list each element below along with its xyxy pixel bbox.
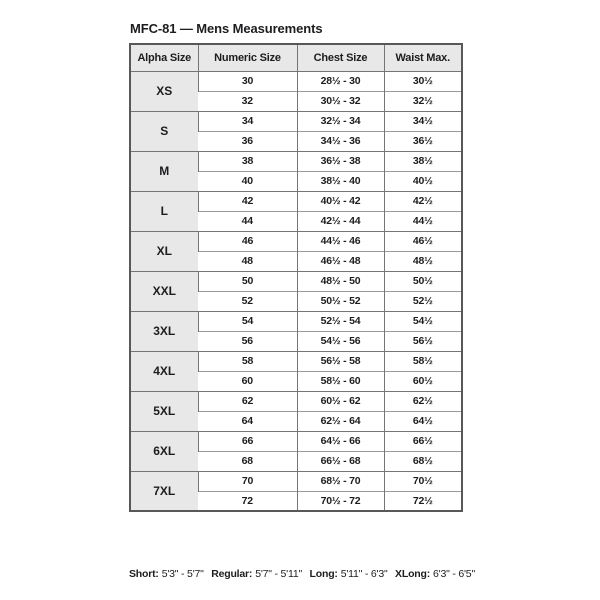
chest-size-cell: 60½ - 62 <box>297 391 384 411</box>
table-row <box>130 151 462 171</box>
alpha-size-cell: 5XL <box>130 391 198 431</box>
chest-size-cell: 50½ - 52 <box>297 291 384 311</box>
alpha-size-cell: XXL <box>130 271 198 311</box>
waist-size-cell: 68½ <box>384 451 462 471</box>
table-row <box>130 191 462 211</box>
legend-value: 5'3" - 5'7" <box>161 568 204 580</box>
chest-size-cell: 70½ - 72 <box>297 491 384 511</box>
waist-size-cell: 40½ <box>384 171 462 191</box>
numeric-size-cell: 68 <box>198 451 297 471</box>
table-row <box>130 351 462 371</box>
chest-size-cell: 36½ - 38 <box>297 151 384 171</box>
alpha-size-cell: XS <box>130 71 198 111</box>
header-row <box>130 44 462 71</box>
chest-size-cell: 58½ - 60 <box>297 371 384 391</box>
alpha-size-cell: M <box>130 151 198 191</box>
height-legend-item <box>395 568 475 580</box>
numeric-size-cell: 56 <box>198 331 297 351</box>
waist-size-cell: 38½ <box>384 151 462 171</box>
chest-size-cell: 52½ - 54 <box>297 311 384 331</box>
waist-size-cell: 46½ <box>384 231 462 251</box>
numeric-size-cell: 40 <box>198 171 297 191</box>
numeric-size-cell: 36 <box>198 131 297 151</box>
numeric-size-cell: 48 <box>198 251 297 271</box>
chest-size-cell: 54½ - 56 <box>297 331 384 351</box>
waist-size-cell: 44½ <box>384 211 462 231</box>
table-row <box>130 431 462 451</box>
numeric-size-cell: 72 <box>198 491 297 511</box>
waist-size-cell: 60½ <box>384 371 462 391</box>
chest-size-cell: 42½ - 44 <box>297 211 384 231</box>
chest-size-cell: 44½ - 46 <box>297 231 384 251</box>
waist-size-cell: 62½ <box>384 391 462 411</box>
numeric-size-cell: 50 <box>198 271 297 291</box>
legend-label: Short: <box>129 568 159 580</box>
numeric-size-cell: 46 <box>198 231 297 251</box>
legend-label: Regular: <box>211 568 253 580</box>
numeric-size-cell: 34 <box>198 111 297 131</box>
table-row <box>130 111 462 131</box>
alpha-size-cell: S <box>130 111 198 151</box>
column-header-chest-size: Chest Size <box>297 44 384 71</box>
chest-size-cell: 62½ - 64 <box>297 411 384 431</box>
legend-value: 5'7" - 5'11" <box>255 568 303 580</box>
table-header <box>130 44 462 71</box>
waist-size-cell: 56½ <box>384 331 462 351</box>
table-row <box>130 391 462 411</box>
legend-value: 6'3" - 6'5" <box>433 568 475 580</box>
waist-size-cell: 72½ <box>384 491 462 511</box>
numeric-size-cell: 32 <box>198 91 297 111</box>
column-header-numeric-size: Numeric Size <box>198 44 297 71</box>
waist-size-cell: 66½ <box>384 431 462 451</box>
alpha-size-cell: 4XL <box>130 351 198 391</box>
numeric-size-cell: 58 <box>198 351 297 371</box>
table-row <box>130 231 462 251</box>
chest-size-cell: 40½ - 42 <box>297 191 384 211</box>
height-legend-item <box>129 568 204 580</box>
numeric-size-cell: 54 <box>198 311 297 331</box>
numeric-size-cell: 38 <box>198 151 297 171</box>
chest-size-cell: 34½ - 36 <box>297 131 384 151</box>
chest-size-cell: 66½ - 68 <box>297 451 384 471</box>
column-header-alpha-size: Alpha Size <box>130 44 198 71</box>
legend-label: XLong: <box>395 568 431 580</box>
table-row <box>130 71 462 91</box>
page-title: MFC-81 — Mens Measurements <box>130 21 323 36</box>
table-row <box>130 311 462 331</box>
numeric-size-cell: 70 <box>198 471 297 491</box>
waist-size-cell: 36½ <box>384 131 462 151</box>
column-header-waist-max: Waist Max. <box>384 44 462 71</box>
alpha-size-cell: L <box>130 191 198 231</box>
chest-size-cell: 32½ - 34 <box>297 111 384 131</box>
waist-size-cell: 42½ <box>384 191 462 211</box>
numeric-size-cell: 60 <box>198 371 297 391</box>
numeric-size-cell: 44 <box>198 211 297 231</box>
alpha-size-cell: 6XL <box>130 431 198 471</box>
height-legend-item <box>310 568 388 580</box>
table-body <box>130 71 462 511</box>
waist-size-cell: 54½ <box>384 311 462 331</box>
table-row <box>130 471 462 491</box>
numeric-size-cell: 66 <box>198 431 297 451</box>
chest-size-cell: 30½ - 32 <box>297 91 384 111</box>
numeric-size-cell: 30 <box>198 71 297 91</box>
waist-size-cell: 70½ <box>384 471 462 491</box>
height-legend <box>129 568 475 580</box>
height-legend-item <box>211 568 302 580</box>
chest-size-cell: 68½ - 70 <box>297 471 384 491</box>
chest-size-cell: 28½ - 30 <box>297 71 384 91</box>
numeric-size-cell: 62 <box>198 391 297 411</box>
numeric-size-cell: 52 <box>198 291 297 311</box>
waist-size-cell: 30½ <box>384 71 462 91</box>
waist-size-cell: 52½ <box>384 291 462 311</box>
waist-size-cell: 58½ <box>384 351 462 371</box>
chest-size-cell: 64½ - 66 <box>297 431 384 451</box>
numeric-size-cell: 42 <box>198 191 297 211</box>
chest-size-cell: 48½ - 50 <box>297 271 384 291</box>
measurements-table <box>129 43 463 512</box>
chest-size-cell: 56½ - 58 <box>297 351 384 371</box>
chest-size-cell: 38½ - 40 <box>297 171 384 191</box>
chest-size-cell: 46½ - 48 <box>297 251 384 271</box>
waist-size-cell: 32½ <box>384 91 462 111</box>
alpha-size-cell: 3XL <box>130 311 198 351</box>
alpha-size-cell: XL <box>130 231 198 271</box>
legend-value: 5'11" - 6'3" <box>340 568 388 580</box>
numeric-size-cell: 64 <box>198 411 297 431</box>
alpha-size-cell: 7XL <box>130 471 198 511</box>
legend-label: Long: <box>309 568 338 580</box>
waist-size-cell: 50½ <box>384 271 462 291</box>
waist-size-cell: 48½ <box>384 251 462 271</box>
table-row <box>130 271 462 291</box>
waist-size-cell: 34½ <box>384 111 462 131</box>
waist-size-cell: 64½ <box>384 411 462 431</box>
